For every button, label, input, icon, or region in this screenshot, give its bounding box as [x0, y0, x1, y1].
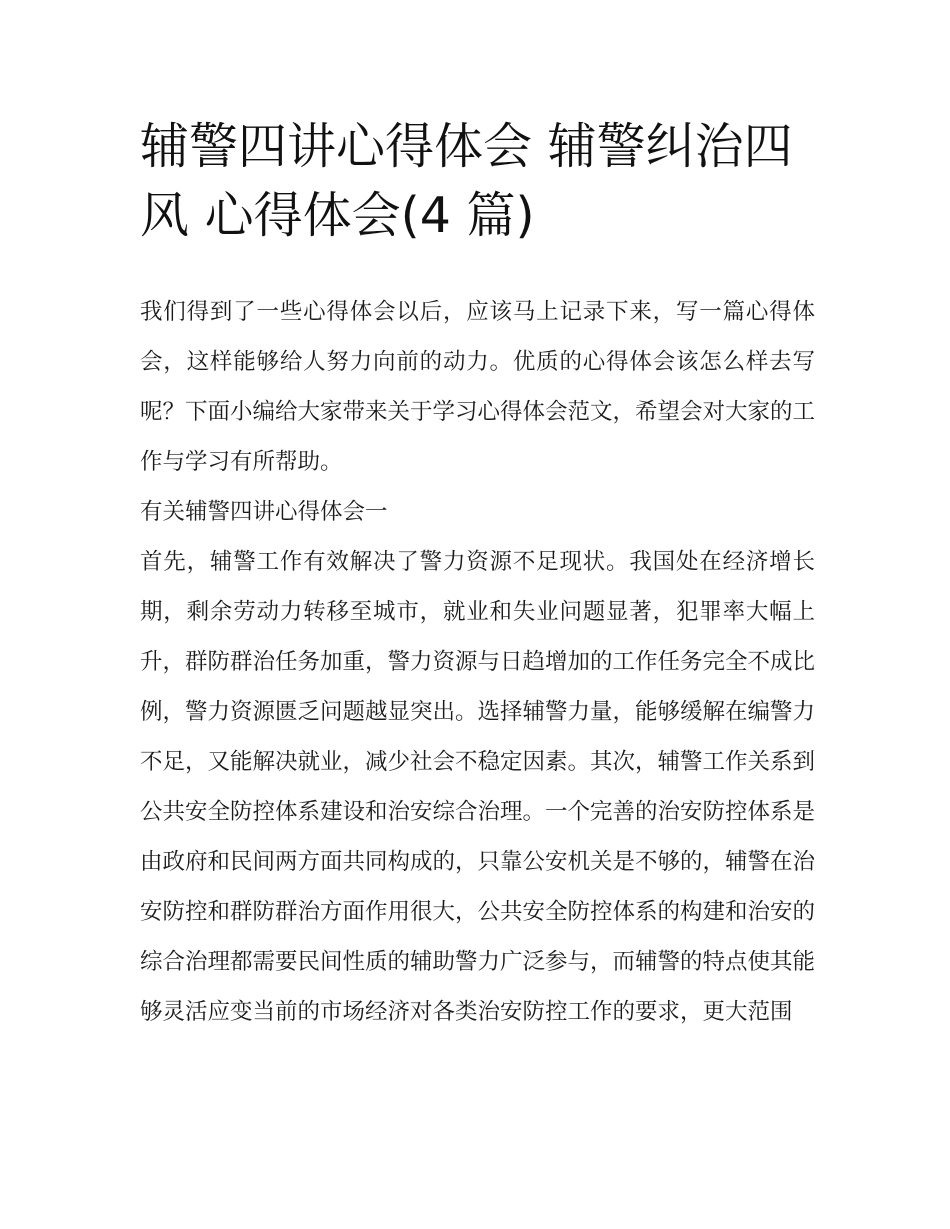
body-paragraph: 首先，辅警工作有效解决了警力资源不足现状。我国处在经济增长期，剩余劳动力转移至城市，就业和失业问题显著，犯罪率大幅上升，群防群治任务加重，警力资源与日趋增加的工作任务完全不成比例，警力资源匮乏问题越显突出。选择辅警力量，能够缓解在编警力不足，又能解决就业，减少社会不稳定因素。其次，辅警工作关系到公共安全防控体系建设和治安综合治理。一个完善的治安防控体系是由政府和民间两方面共同构成的，只靠公安机关是不够的，辅警在治安防控和群防群治方面作用很大，公共安全防控体系的构建和治安的综合治理都需要民间性质的辅助警力广泛参与，而辅警的特点使其能够灵活应变当前的市场经济对各类治安防控工作的要求，更大范围 — [140, 549, 816, 1025]
document-title: 辅警四讲心得体会 辅警纠治四风 心得体会(4 篇) — [140, 118, 793, 244]
intro-paragraph: 我们得到了一些心得体会以后，应该马上记录下来，写一篇心得体会，这样能够给人努力向前的动力。优质的心得体会该怎么样去写呢？下面小编给大家带来关于学习心得体会范文，希望会对大家的工作与学习有所帮助。 — [140, 299, 816, 475]
section-heading: 有关辅警四讲心得体会一 — [140, 499, 388, 525]
document-page — [140, 112, 815, 1037]
